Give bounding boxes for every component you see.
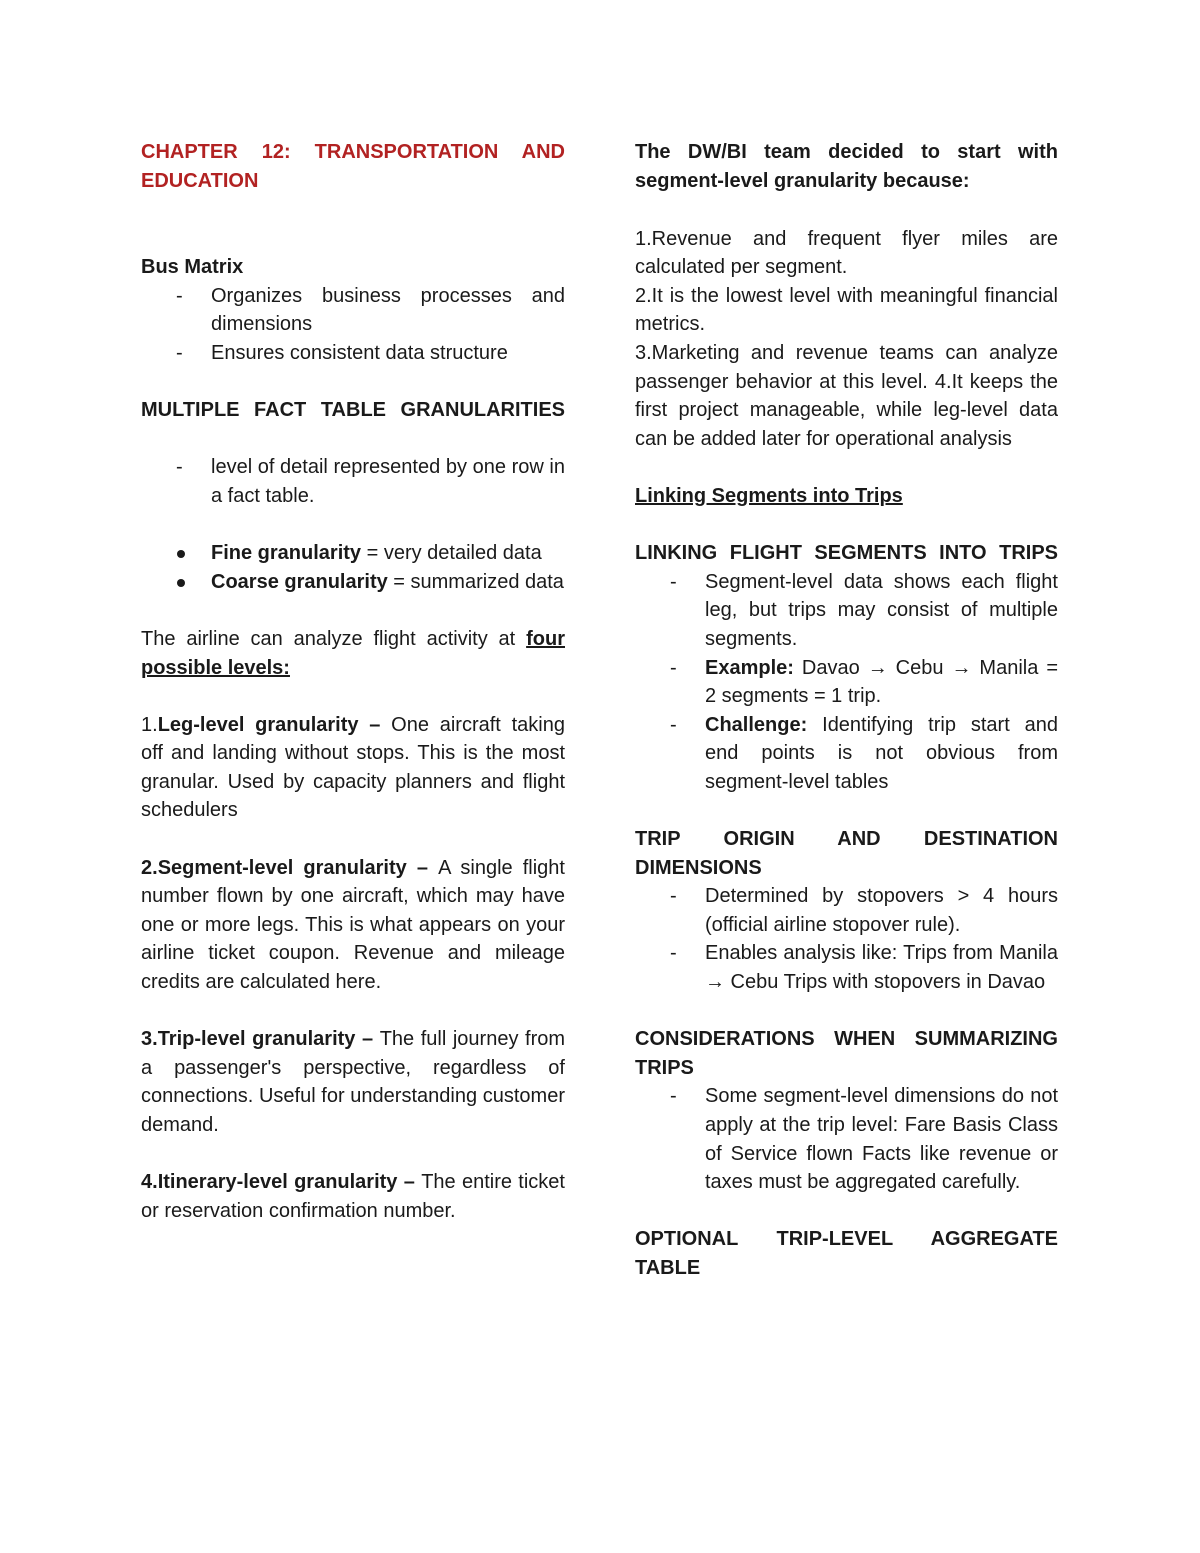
list-item: Coarse granularity = summarized data xyxy=(141,568,565,597)
granularity-bullets xyxy=(141,539,565,596)
list-item: - Organizes business processes and dimensions xyxy=(176,284,565,336)
decision-heading: The DW/BI team decided to start with segment-level granularity because: xyxy=(635,141,1058,192)
list-item: - Some segment-level dimensions do not apply at the trip level: Fare Basis Class of Service flown Facts like revenue or taxes must be aggregated carefully. xyxy=(670,1085,1058,1194)
levels-intro: The airline can analyze flight activity at four possible levels: xyxy=(141,627,565,679)
considerations-heading: CONSIDERATIONS WHEN SUMMARIZING TRIPS xyxy=(635,1028,1058,1079)
list-item: - level of detail represented by one row in a fact table. xyxy=(176,456,565,507)
list-item: Fine granularity = very detailed data xyxy=(141,539,565,568)
level-paragraph: 3.Trip-level granularity – The full journey from a passenger's perspective, regardless of connections. Useful for understanding customer demand. xyxy=(141,1028,566,1136)
bus-matrix-list xyxy=(141,282,565,368)
considerations-list xyxy=(635,1082,1058,1196)
multiple-fact-heading: MULTIPLE FACT TABLE GRANULARITIES xyxy=(141,399,565,422)
list-item: - Determined by stopovers > 4 hours (official airline stopover rule). xyxy=(670,885,1058,936)
left-column xyxy=(141,138,565,1225)
level-paragraph: 2.Segment-level granularity – A single flight number flown by one aircraft, which may have one or more legs. This is what appears on your airline ticket coupon. Revenue and mileage credits are calculated here. xyxy=(141,856,565,994)
optional-heading: OPTIONAL TRIP-LEVEL AGGREGATE TABLE xyxy=(635,1228,1058,1279)
list-item: - Challenge: Identifying trip start and end points is not obvious from segment-level tables xyxy=(670,713,1058,793)
reason-paragraph: 3.Marketing and revenue teams can analyze passenger behavior at this level. 4.It keeps the first project manageable, while leg-level data can be added later for operational analysis xyxy=(635,341,1058,450)
linking-title: Linking Segments into Trips xyxy=(635,484,903,507)
list-item: - Ensures consistent data structure xyxy=(176,341,508,364)
list-item: - Segment-level data shows each flight leg, but trips may consist of multiple segments. xyxy=(670,570,1058,650)
chapter-title: CHAPTER 12: TRANSPORTATION AND EDUCATION xyxy=(141,141,565,192)
bullet-icon xyxy=(177,550,185,558)
list-item: - Enables analysis like: Trips from Manila → Cebu Trips with stopovers in Davao xyxy=(670,942,1058,994)
list-item: - Example: Davao → Cebu → Manila = 2 segments = 1 trip. xyxy=(670,656,1058,708)
granularity-definition-list xyxy=(141,453,565,510)
reason-paragraph: 2.It is the lowest level with meaningful financial metrics. xyxy=(635,284,1058,336)
trip-od-heading: TRIP ORIGIN AND DESTINATION DIMENSIONS xyxy=(635,828,1058,879)
level-paragraph: 1.Leg-level granularity – One aircraft taking off and landing without stops. This is the most granular. Used by capacity planners and flight schedulers xyxy=(141,713,565,822)
level-paragraph: 4.Itinerary-level granularity – The entire ticket or reservation confirmation number. xyxy=(141,1171,565,1222)
right-column xyxy=(635,138,1058,1283)
bullet-icon xyxy=(177,579,185,587)
reason-paragraph: 1.Revenue and frequent flyer miles are calculated per segment. xyxy=(635,227,1058,279)
bus-matrix-heading: Bus Matrix xyxy=(141,256,244,279)
linking-list xyxy=(635,568,1058,797)
linking-heading: LINKING FLIGHT SEGMENTS INTO TRIPS xyxy=(635,542,1058,565)
trip-od-list xyxy=(635,882,1058,996)
